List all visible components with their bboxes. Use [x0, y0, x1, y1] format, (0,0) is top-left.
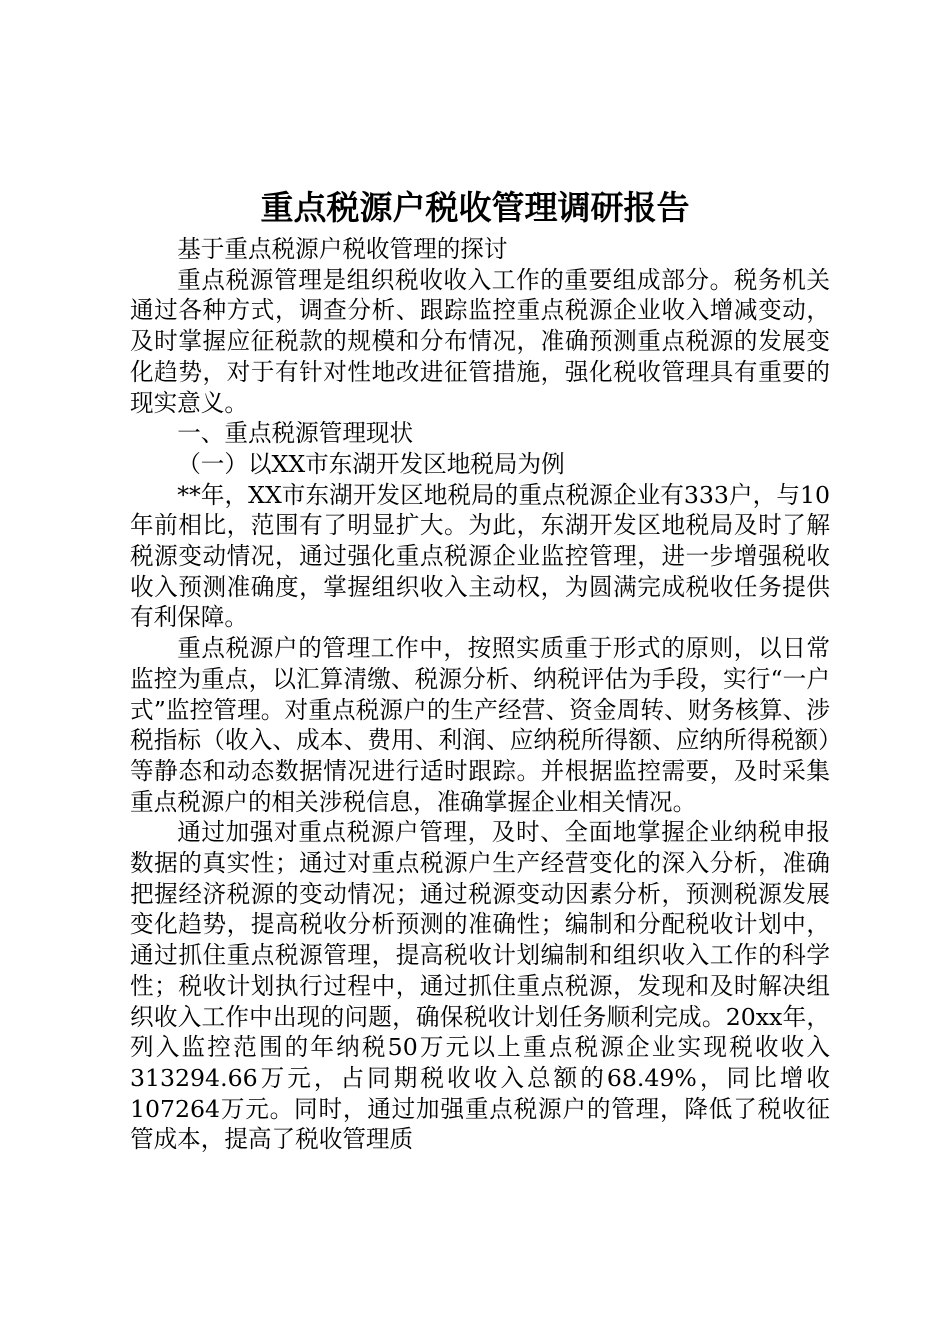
intro-paragraph: 重点税源管理是组织税收收入工作的重要组成部分。税务机关通过各种方式，调查分析、跟踪监控重点税源企业收入增减变动，及时掌握应征税款的规模和分布情况，准确预测重点税源的发展变化趋势，对于有针对性地改进征管措施，强化税收管理具有重要的现实意义。	[130, 265, 830, 417]
body-paragraph: **年，XX市东湖开发区地税局的重点税源企业有333户，与10年前相比，范围有了明显扩大。为此，东湖开发区地税局及时了解税源变动情况，通过强化重点税源企业监控管理，进一步增强税收收入预测准确度，掌握组织收入主动权，为圆满完成税收任务提供有利保障。	[130, 480, 830, 632]
document-body	[130, 234, 830, 1155]
section-heading: 一、重点税源管理现状	[177, 419, 414, 448]
subsection-heading: （一）以XX市东湖开发区地税局为例	[177, 449, 565, 478]
subtitle-paragraph: 基于重点税源户税收管理的探讨	[177, 235, 508, 263]
body-paragraph: 通过加强对重点税源户管理，及时、全面地掌握企业纳税申报数据的真实性；通过对重点税源户生产经营变化的深入分析，准确把握经济税源的变动情况；通过税源变动因素分析，预测税源发展变化趋势，提高税收分析预测的准确性；编制和分配税收计划中，通过抓住重点税源管理，提高税收计划编制和组织收入工作的科学性；税收计划执行过程中，通过抓住重点税源，发现和及时解决组织收入工作中出现的问题，确保税收计划任务顺利完成。20xx年，列入监控范围的年纳税50万元以上重点税源企业实现税收收入313294.66万元，占同期税收收入总额的68.49%，同比增收107264万元。同时，通过加强重点税源户的管理，降低了税收征管成本，提高了税收管理质	[130, 818, 830, 1154]
body-paragraph: 重点税源户的管理工作中，按照实质重于形式的原则，以日常监控为重点，以汇算清缴、税源分析、纳税评估为手段，实行“一户式”监控管理。对重点税源户的生产经营、资金周转、财务核算、涉税指标（收入、成本、费用、利润、应纳税所得额、应纳所得税额）等静态和动态数据情况进行适时跟踪。并根据监控需要，及时采集重点税源户的相关涉税信息，准确掌握企业相关情况。	[130, 634, 830, 816]
document-title: 重点税源户税收管理调研报告	[260, 188, 690, 227]
